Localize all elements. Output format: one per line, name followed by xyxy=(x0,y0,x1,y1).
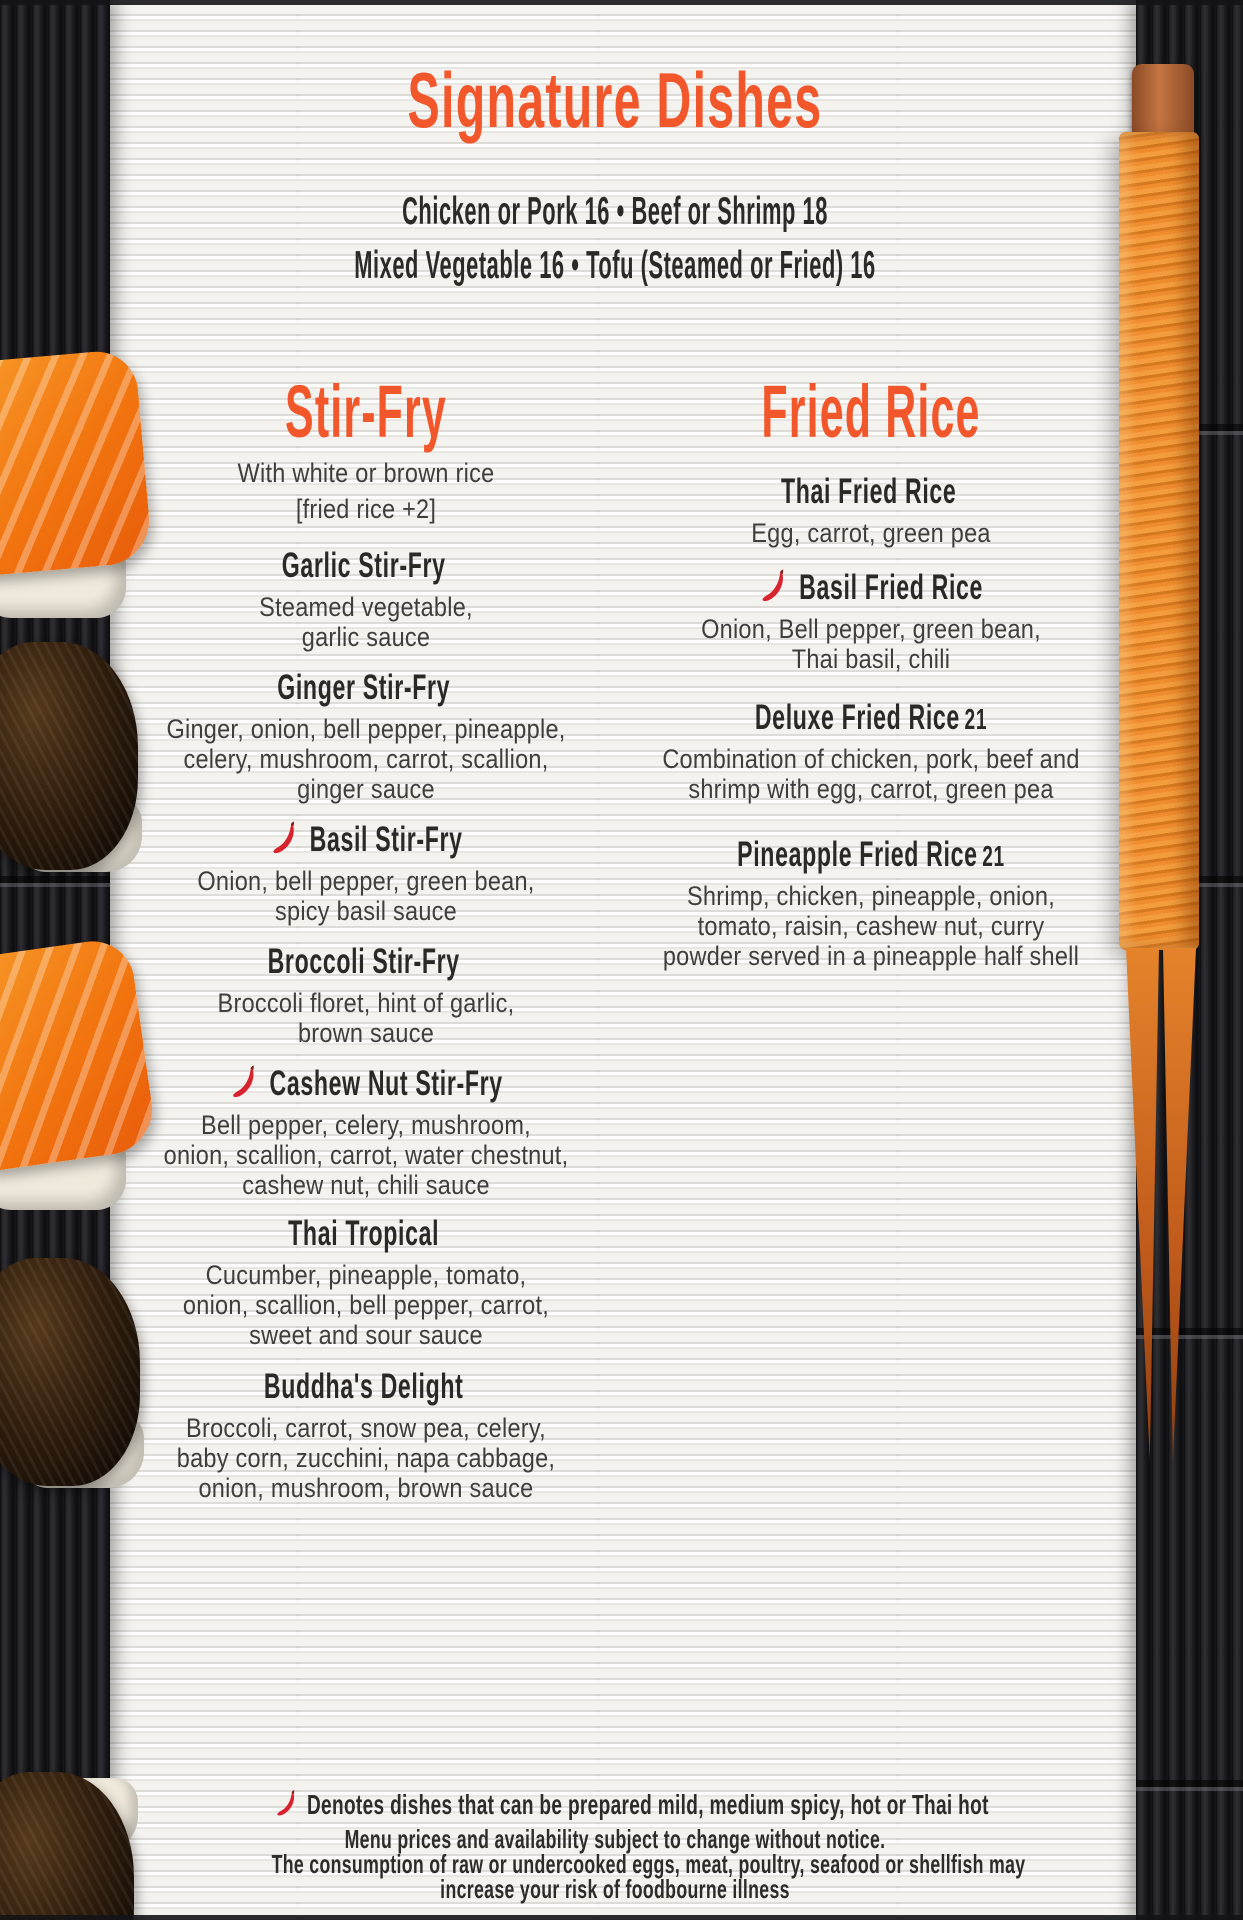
dish-price: 21 xyxy=(964,704,988,736)
desc-line: celery, mushroom, carrot, scallion, xyxy=(183,744,549,774)
dish-description xyxy=(150,714,582,804)
menu-item-garlic-stir-fry xyxy=(118,544,614,652)
desc-line: Egg, carrot, green pea xyxy=(751,518,991,548)
mat-top-edge xyxy=(0,0,1243,5)
desc-line: onion, mushroom, brown sauce xyxy=(198,1473,534,1503)
menu-item-pineapple-fried-rice xyxy=(628,833,1114,971)
page-title: Signature Dishes xyxy=(407,56,823,144)
spicy-legend-text: Denotes dishes that can be prepared mild, medium spicy, hot or Thai hot xyxy=(306,1789,989,1820)
dish-description xyxy=(150,988,582,1048)
dish-description xyxy=(660,744,1083,804)
desc-line: brown sauce xyxy=(297,1018,435,1048)
dish-name: Deluxe Fried Rice xyxy=(754,698,960,737)
footer-disclaimer-line: Menu prices and availability subject to change without notice. xyxy=(344,1823,886,1854)
dish-name: Broccoli Stir-Fry xyxy=(267,942,460,981)
dish-name: Buddha's Delight xyxy=(263,1367,464,1406)
menu-item-deluxe-fried-rice xyxy=(628,696,1114,804)
mat-bottom-edge xyxy=(0,1915,1243,1920)
menu-item-thai-fried-rice xyxy=(628,470,1114,548)
protein-price-line-1: Chicken or Pork 16 • Beef or Shrimp 18 xyxy=(402,190,828,233)
footer xyxy=(110,1788,1120,1902)
dish-name: Basil Stir-Fry xyxy=(309,820,463,859)
desc-line: Broccoli, carrot, snow pea, celery, xyxy=(186,1413,546,1443)
desc-line: Broccoli floret, hint of garlic, xyxy=(217,988,515,1018)
desc-line: shrimp with egg, carrot, green pea xyxy=(688,774,1054,804)
dish-price: 21 xyxy=(982,841,1005,873)
dish-description xyxy=(150,1110,582,1200)
desc-line: ginger sauce xyxy=(297,774,435,804)
menu-item-basil-stir-fry xyxy=(118,818,614,926)
note-line: With white or brown rice xyxy=(237,458,495,488)
chili-pepper-icon xyxy=(265,820,306,860)
desc-line: Ginger, onion, bell pepper, pineapple, xyxy=(166,714,566,744)
dish-description xyxy=(660,518,1083,548)
chili-pepper-icon xyxy=(754,568,795,608)
desc-line: Steamed vegetable, xyxy=(259,592,473,622)
dish-description xyxy=(150,1260,582,1350)
dish-name: Garlic Stir-Fry xyxy=(281,546,446,585)
desc-line: onion, scallion, carrot, water chestnut, xyxy=(163,1140,569,1170)
footer-disclaimer-line: The consumption of raw or undercooked eggs, meat, poultry, seafood or shellfish may xyxy=(271,1848,1026,1879)
stir-fry-note xyxy=(118,456,614,524)
dish-description xyxy=(660,614,1083,674)
footer-disclaimer-line: increase your risk of foodbourne illness xyxy=(440,1873,790,1904)
desc-line: spicy basil sauce xyxy=(274,896,457,926)
chili-pepper-icon xyxy=(272,1789,303,1821)
dish-name: Basil Fried Rice xyxy=(799,568,984,607)
menu-item-thai-tropical xyxy=(118,1212,614,1350)
desc-line: garlic sauce xyxy=(301,622,431,652)
desc-line: Thai basil, chili xyxy=(791,644,951,674)
desc-line: powder served in a pineapple half shell xyxy=(662,941,1080,971)
desc-line: Combination of chicken, pork, beef and xyxy=(662,744,1080,774)
menu-item-ginger-stir-fry xyxy=(118,666,614,804)
dish-description xyxy=(150,592,582,652)
dish-name: Thai Tropical xyxy=(288,1214,440,1253)
section-fried-rice-title: Fried Rice xyxy=(761,370,981,453)
menu-item-basil-fried-rice xyxy=(628,566,1114,674)
chopstick-orange-wrap xyxy=(1119,132,1199,950)
dish-name: Pineapple Fried Rice xyxy=(737,835,978,874)
chili-pepper-icon xyxy=(225,1064,266,1104)
desc-line: cashew nut, chili sauce xyxy=(242,1170,490,1200)
protein-price-line-2: Mixed Vegetable 16 • Tofu (Steamed or Fried) 16 xyxy=(354,244,876,287)
dish-name: Ginger Stir-Fry xyxy=(277,668,451,707)
desc-line: tomato, raisin, cashew nut, curry xyxy=(697,911,1045,941)
desc-line: baby corn, zucchini, napa cabbage, xyxy=(176,1443,556,1473)
desc-line: onion, scallion, bell pepper, carrot, xyxy=(182,1290,550,1320)
desc-line: Shrimp, chicken, pineapple, onion, xyxy=(687,881,1055,911)
header xyxy=(110,58,1120,142)
desc-line: sweet and sour sauce xyxy=(249,1320,483,1350)
dish-description xyxy=(660,881,1083,971)
menu-item-broccoli-stir-fry xyxy=(118,940,614,1048)
dish-description xyxy=(150,1413,582,1503)
section-stir-fry-title: Stir-Fry xyxy=(285,370,447,453)
desc-line: Bell pepper, celery, mushroom, xyxy=(201,1110,531,1140)
dish-name: Thai Fried Rice xyxy=(780,472,957,511)
desc-line: Onion, bell pepper, green bean, xyxy=(197,866,535,896)
dish-description xyxy=(150,866,582,926)
dish-name: Cashew Nut Stir-Fry xyxy=(269,1064,503,1103)
note-line: [fried rice +2] xyxy=(295,494,437,524)
chopstick-wood-tip xyxy=(1132,64,1194,140)
desc-line: Cucumber, pineapple, tomato, xyxy=(205,1260,527,1290)
menu-item-cashew-nut-stir-fry xyxy=(118,1062,614,1200)
desc-line: Onion, Bell pepper, green bean, xyxy=(701,614,1041,644)
spicy-legend xyxy=(272,1788,989,1823)
menu-item-buddhas-delight xyxy=(118,1365,614,1503)
